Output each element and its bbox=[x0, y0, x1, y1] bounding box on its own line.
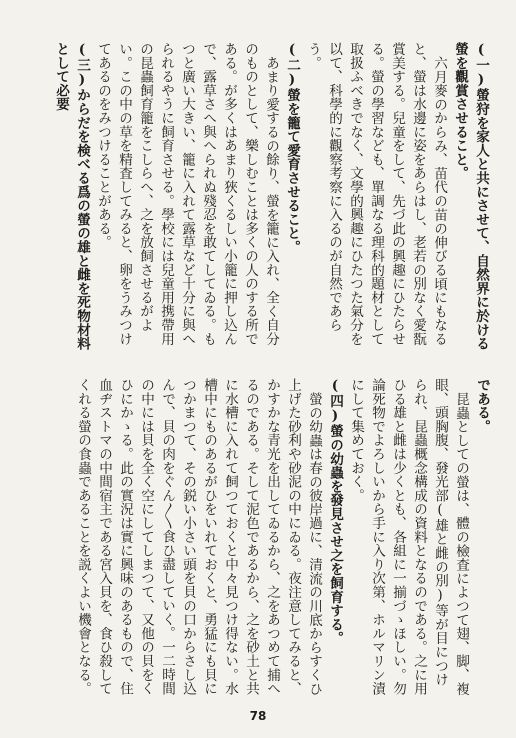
section-heading-1: (一)螢狩を家人と共にさせて、自然界に於ける螢を觀賞させること。 bbox=[452, 42, 489, 351]
upper-text-block bbox=[50, 42, 491, 354]
section-heading-4: (四)螢の幼蟲を發見させ之を飼育する。 bbox=[327, 378, 343, 645]
section-body-3: 昆蟲としての螢は、體の檢査によつて翅、脚、複眼、頭胸腹、發光部(雄と雌の別)等が目につけられ、昆蟲概念構成の資料となるのである。之に用ひる雄と雌は少くとも、各組に一揃づゝほしい。勿論死物でよろしいから手に入り次第、ホルマリン漬にして集めておく。 bbox=[348, 378, 469, 696]
section-heading-3: (三)からだを検べる爲の螢の雄と雌を死物材料として必要 bbox=[53, 42, 90, 351]
section-body-4: 螢の幼蟲は春の彼岸過に、清流の川底からすくひ上げた砂利や砂泥の中にゐる。夜注意してみると、かすかな青光を出してゐるから、之をあつめて捕へるのである。そして泥色であるから、之を砂土と共に水槽に入れて飼つておくと中々見つけ得ない。水槽中にものあるがひをいれておくと、勇猛にも貝につかまつて、その鋭い小さい頭を貝の口からさし込んで、貝の肉をぐん〳〵食ひ盡していく。一二時間の中には貝を全く空にしてしまつて、又他の貝をくひにかゝる。此の實況は實に興味のあるもので、住血ヂストマの中間宿主である宮入貝を、食ひ殺してくれる螢の食蟲であることを説くよい機會となる。 bbox=[75, 378, 322, 696]
section-body-1: 六月麥のからみ、苗代の苗の伸びる頃にもなると、螢は水邊に姿をあらはし、老若の別なく愛翫賞美する。兒童をして、先づ此の興趣にひたらせる。螢の學習なども、單調なる理科的題材として取扱ふべきでなく、文學的興趣にひたつた氣分を以て、科學的に觀察考察に入るのが自然であらう。 bbox=[305, 42, 447, 346]
section-body-2: あまり愛するの餘り、螢を籠に入れ、全く自分のものとして、樂しむことは多くの人のする所である。が多くはあまり狹くるしい小籠に押し込んで、露草さへ與へられぬ殘忍を敢てしてゐる。もつと廣い大きい、籠に入れて露草など十分に與へられるやうに飼育させる。學校には兒童用携帶用の昆蟲飼育籠をこしらへ、之を放飼させるがよい。この中の草を精査してみると、卵をうみつけてあるのをみつけることがある。 bbox=[95, 42, 279, 346]
section-heading-3-continuation: である。 bbox=[474, 378, 490, 434]
section-heading-2: (二)螢を籠て愛育させること。 bbox=[284, 42, 300, 254]
page-number: 78 bbox=[249, 709, 267, 723]
lower-text-block bbox=[72, 378, 492, 698]
